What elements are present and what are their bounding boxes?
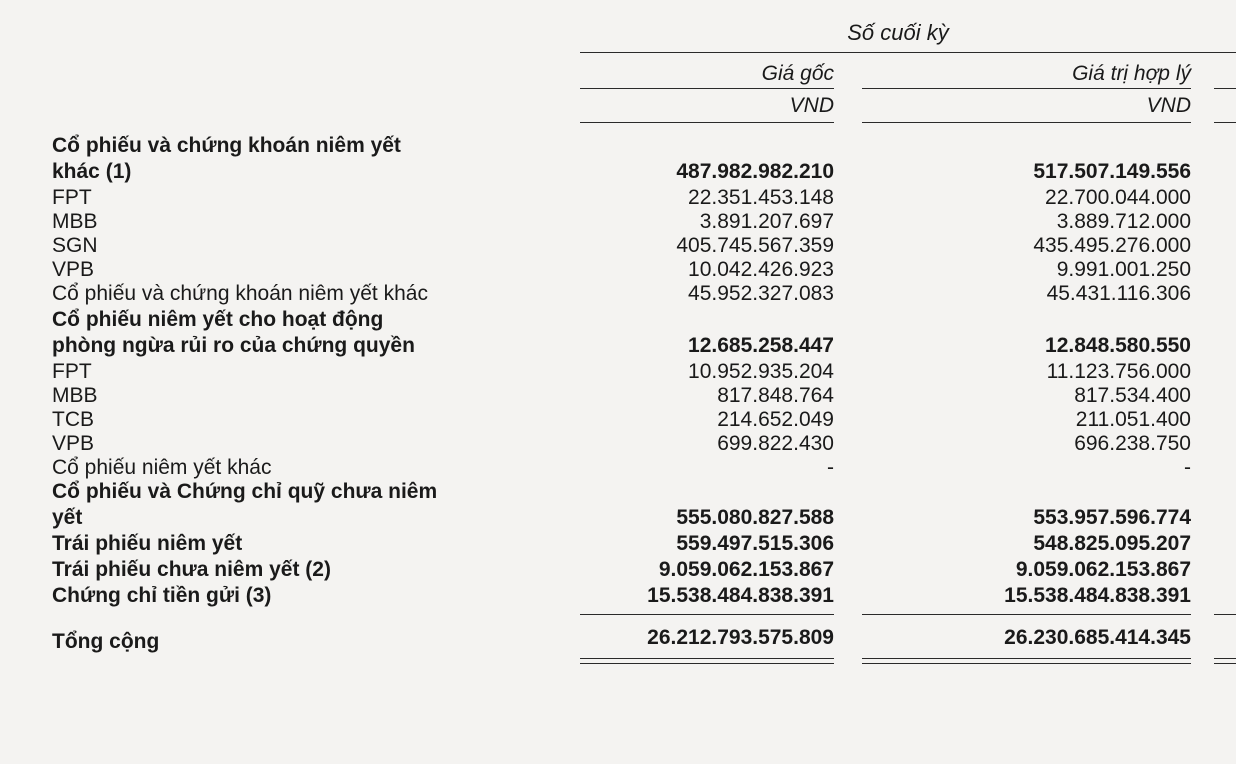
row-cost: 10.042.426.923 bbox=[688, 258, 834, 281]
row-cost: 22.351.453.148 bbox=[688, 186, 834, 209]
row-fair: 696.238.750 bbox=[1074, 432, 1191, 455]
row-fair: 548.825.095.207 bbox=[1033, 532, 1191, 555]
col-head-fair-value: Giá trị hợp lý bbox=[1072, 62, 1191, 85]
row-label: MBB bbox=[52, 210, 98, 233]
col-head-cost: Giá gốc bbox=[761, 62, 834, 85]
total-double-rule-cost bbox=[580, 658, 834, 664]
row-cost: 214.652.049 bbox=[717, 408, 834, 431]
table-row bbox=[0, 360, 1236, 384]
row-cost: 699.822.430 bbox=[717, 432, 834, 455]
row-label: Trái phiếu chưa niêm yết (2) bbox=[52, 558, 331, 581]
col-rule-next bbox=[1214, 88, 1236, 89]
row-label: Cổ phiếu và chứng khoán niêm yết khác bbox=[52, 282, 428, 305]
group-label-line1: Cổ phiếu và Chứng chỉ quỹ chưa niêm bbox=[52, 480, 438, 503]
row-cost: 555.080.827.588 bbox=[676, 506, 834, 529]
total-rule-fair bbox=[862, 614, 1191, 615]
table-row bbox=[0, 160, 1236, 184]
row-label: Cổ phiếu niêm yết khác bbox=[52, 456, 272, 479]
row-label: MBB bbox=[52, 384, 98, 407]
table-row bbox=[0, 234, 1236, 258]
row-cost: 12.685.258.447 bbox=[688, 334, 834, 357]
table-row bbox=[0, 282, 1236, 306]
row-cost: 405.745.567.359 bbox=[676, 234, 834, 257]
row-cost: 15.538.484.838.391 bbox=[647, 584, 834, 607]
row-label: VPB bbox=[52, 258, 95, 281]
row-fair: 12.848.580.550 bbox=[1045, 334, 1191, 357]
row-cost: 817.848.764 bbox=[717, 384, 834, 407]
total-double-rule-next bbox=[1214, 658, 1236, 664]
row-cost: - bbox=[827, 456, 834, 479]
table-row bbox=[0, 506, 1236, 530]
table-row bbox=[0, 258, 1236, 282]
row-fair: 22.700.044.000 bbox=[1045, 186, 1191, 209]
row-fair: 45.431.116.306 bbox=[1046, 282, 1191, 305]
total-double-rule-fair bbox=[862, 658, 1191, 664]
unit-rule-next bbox=[1214, 122, 1236, 123]
group-label-line1: Cổ phiếu và chứng khoán niêm yết bbox=[52, 134, 401, 157]
table-row bbox=[0, 432, 1236, 456]
header-rule-top bbox=[580, 52, 1236, 53]
col-rule-fair bbox=[862, 88, 1191, 89]
total-rule-cost bbox=[580, 614, 834, 615]
table-row bbox=[0, 584, 1236, 608]
row-fair: 553.957.596.774 bbox=[1033, 506, 1191, 529]
table-row bbox=[0, 334, 1236, 358]
row-label: phòng ngừa rủi ro của chứng quyền bbox=[52, 334, 415, 357]
row-cost: 3.891.207.697 bbox=[699, 210, 834, 233]
row-label: FPT bbox=[52, 186, 92, 209]
unit-cost: VND bbox=[789, 94, 834, 117]
row-fair: 817.534.400 bbox=[1074, 384, 1191, 407]
total-rule-next bbox=[1214, 614, 1236, 615]
row-label: SGN bbox=[52, 234, 98, 257]
row-label: VPB bbox=[52, 432, 95, 455]
row-fair: 3.889.712.000 bbox=[1056, 210, 1191, 233]
row-label: FPT bbox=[52, 360, 92, 383]
period-title: Số cuối kỳ bbox=[847, 20, 949, 45]
row-fair: 211.051.400 bbox=[1075, 408, 1191, 431]
total-row bbox=[0, 626, 1236, 653]
table-row bbox=[0, 384, 1236, 408]
table-row bbox=[0, 186, 1236, 210]
row-cost: 9.059.062.153.867 bbox=[658, 558, 834, 581]
row-fair: 517.507.149.556 bbox=[1033, 160, 1191, 183]
row-label: khác (1) bbox=[52, 160, 132, 183]
row-label: TCB bbox=[52, 408, 94, 431]
row-label: yết bbox=[52, 506, 83, 529]
row-fair: 9.059.062.153.867 bbox=[1015, 558, 1191, 581]
col-rule-cost bbox=[580, 88, 834, 89]
row-cost: 559.497.515.306 bbox=[676, 532, 834, 555]
group-label-line1: Cổ phiếu niêm yết cho hoạt động bbox=[52, 308, 384, 331]
table-row bbox=[0, 408, 1236, 432]
row-fair: 11.123.756.000 bbox=[1046, 360, 1191, 383]
row-label: Trái phiếu niêm yết bbox=[52, 532, 243, 555]
unit-fair-value: VND bbox=[1146, 94, 1191, 117]
total-label: Tổng cộng bbox=[52, 630, 160, 653]
row-cost: 487.982.982.210 bbox=[676, 160, 834, 183]
row-label: Chứng chỉ tiền gửi (3) bbox=[52, 584, 272, 607]
table-row bbox=[0, 210, 1236, 234]
total-fair: 26.230.685.414.345 bbox=[1004, 626, 1191, 649]
unit-rule-fair bbox=[862, 122, 1191, 123]
row-fair: 15.538.484.838.391 bbox=[1004, 584, 1191, 607]
row-fair: 9.991.001.250 bbox=[1056, 258, 1191, 281]
table-row bbox=[0, 558, 1236, 582]
row-fair: 435.495.276.000 bbox=[1033, 234, 1191, 257]
row-cost: 45.952.327.083 bbox=[688, 282, 834, 305]
total-cost: 26.212.793.575.809 bbox=[647, 626, 834, 649]
table-row bbox=[0, 532, 1236, 556]
table-row bbox=[0, 456, 1236, 480]
row-cost: 10.952.935.204 bbox=[688, 360, 834, 383]
row-fair: - bbox=[1184, 456, 1191, 479]
unit-rule-cost bbox=[580, 122, 834, 123]
